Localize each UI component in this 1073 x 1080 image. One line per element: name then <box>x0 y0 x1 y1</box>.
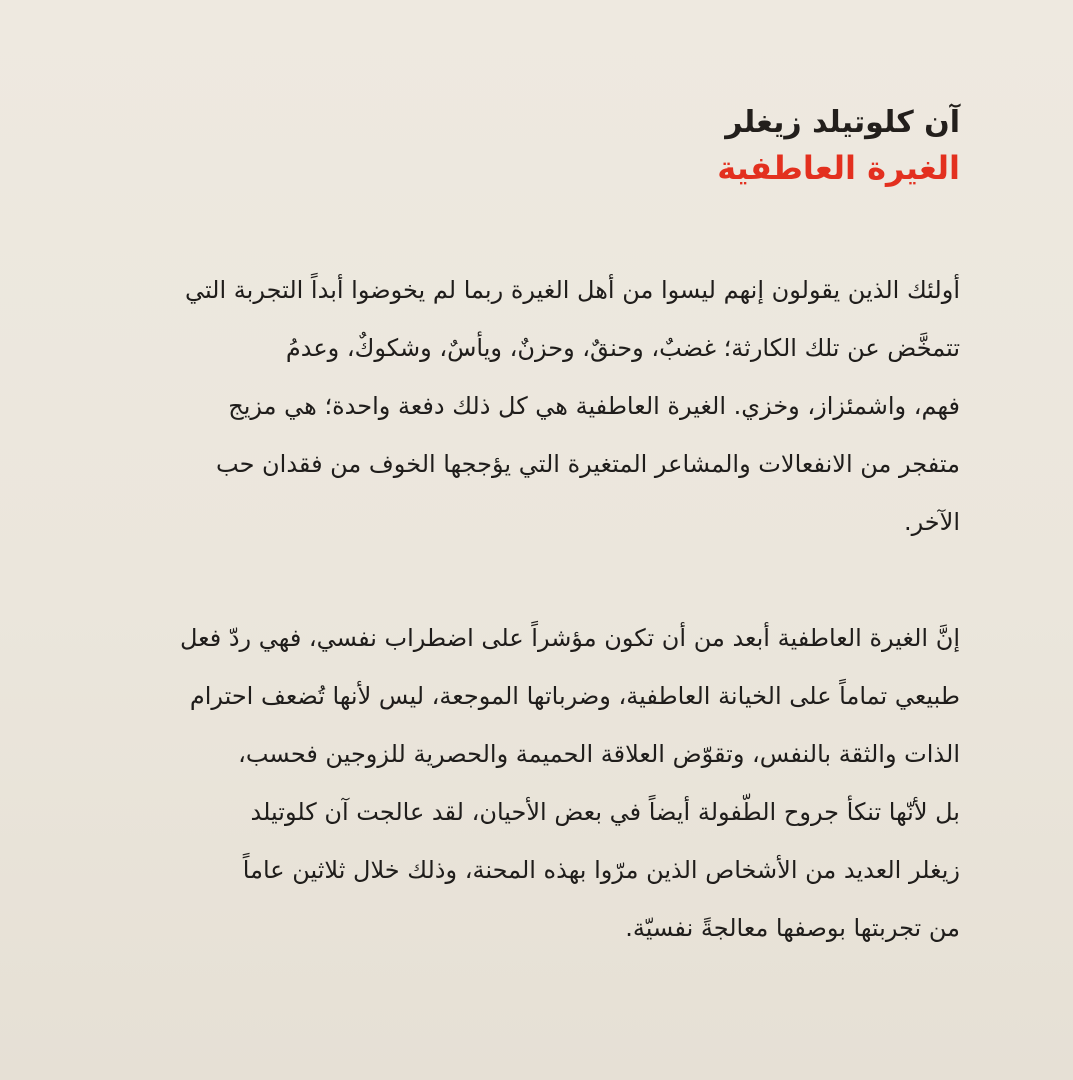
paragraph-1-line: متفجر من الانفعالات والمشاعر المتغيرة التي يؤججها الخوف من فقدان حب <box>216 450 960 478</box>
paragraph-1-line: تتمخَّض عن تلك الكارثة؛ غضبٌ، وحنقٌ، وحزنٌ، ويأسٌ، وشكوكٌ، وعدمُ <box>285 334 960 362</box>
cover-text-block <box>118 103 960 957</box>
paragraph-2-line: إنَّ الغيرة العاطفية أبعد من أن تكون مؤشراً على اضطراب نفسي، فهي ردّ فعل <box>179 624 960 652</box>
paragraph-2-line: الذات والثقة بالنفس، وتقوّض العلاقة الحميمة والحصرية للزوجين فحسب، <box>238 740 960 768</box>
paragraph-1-line: أولئك الذين يقولون إنهم ليسوا من أهل الغيرة ربما لم يخوضوا أبداً التجربة التي <box>184 276 960 304</box>
paragraph-1-line: فهم، واشمئزاز، وخزي. الغيرة العاطفية هي كل ذلك دفعة واحدة؛ هي مزيج <box>228 392 960 420</box>
paragraph-2-line: من تجربتها بوصفها معالجةً نفسيّة. <box>625 914 960 942</box>
paragraph-1-line: الآخر. <box>903 508 960 536</box>
paragraph-2-line: زيغلر العديد من الأشخاص الذين مرّوا بهذه المحنة، وذلك خلال ثلاثين عاماً <box>242 856 960 884</box>
paragraph-2-line: طبيعي تماماً على الخيانة العاطفية، وضرباتها الموجعة، ليس لأنها تُضعف احترام <box>189 682 960 710</box>
blurb-paragraph-1 <box>118 261 960 551</box>
paragraph-2-line: بل لأنّها تنكأ جروح الطّفولة أيضاً في بعض الأحيان، لقد عالجت آن كلوتيلد <box>250 798 960 826</box>
book-title: الغيرة العاطفية <box>717 149 960 187</box>
author-name: آن كلوتيلد زيغلر <box>725 105 960 140</box>
blurb-paragraph-2 <box>118 609 960 957</box>
